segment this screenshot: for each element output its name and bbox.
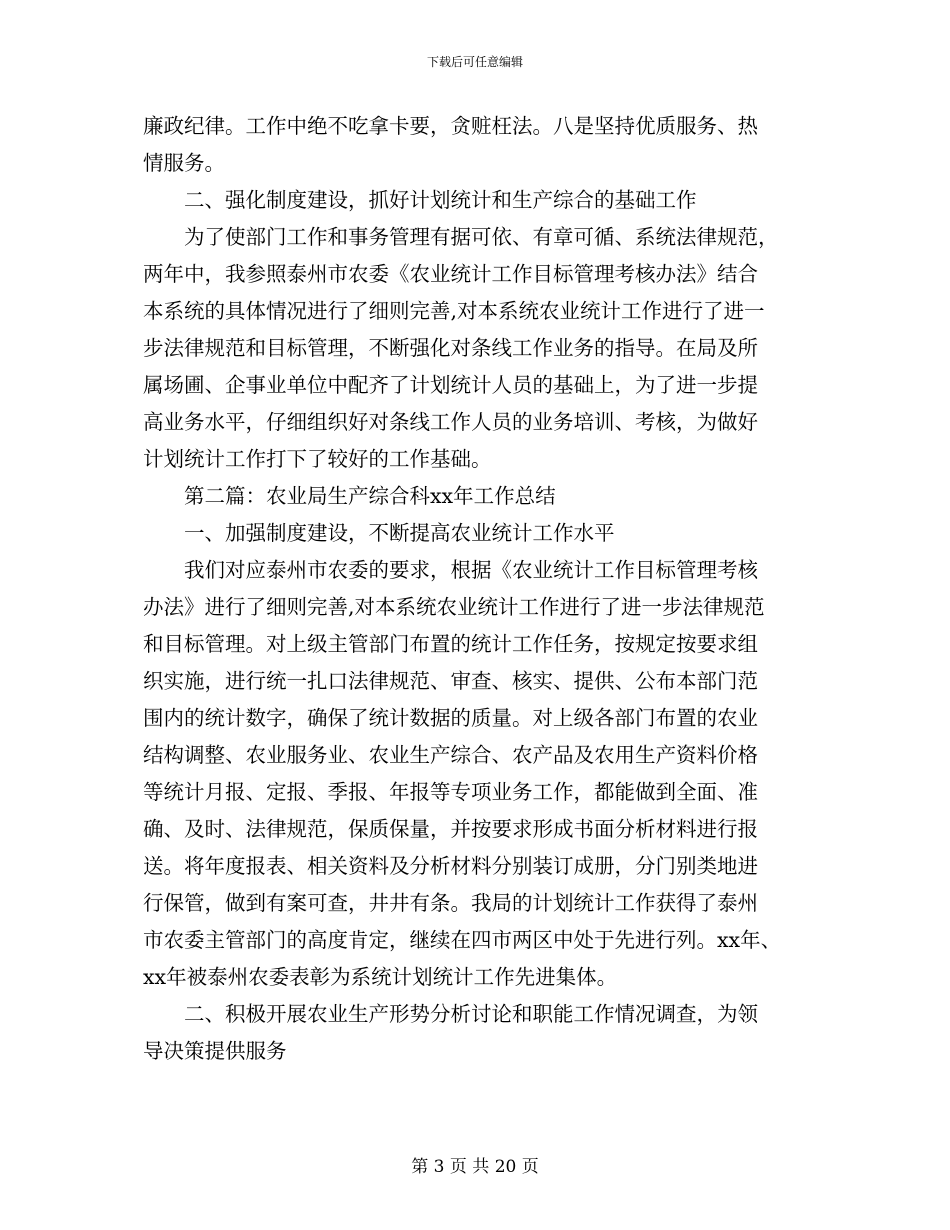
text-line: 本系统的具体情况进行了细则完善,对本系统农业统计工作进行了进一 — [143, 299, 765, 323]
section-heading: 二、强化制度建设，抓好计划统计和生产综合的基础工作 — [143, 188, 697, 212]
text-line: 步法律规范和目标管理，不断强化对条线工作业务的指导。在局及所 — [143, 336, 758, 360]
page-number: 第 3 页 共 20 页 — [411, 1157, 539, 1177]
text-line: 两年中，我参照泰州市农委《农业统计工作目标管理考核办法》结合 — [143, 262, 758, 286]
text-line: 属场圃、企事业单位中配齐了计划统计人员的基础上，为了进一步提 — [143, 373, 758, 397]
text-line: 我们对应泰州市农委的要求，根据《农业统计工作目标管理考核 — [143, 558, 758, 582]
document-body — [143, 108, 809, 1070]
section-heading: 二、积极开展农业生产形势分析讨论和职能工作情况调查，为领 — [143, 1002, 758, 1026]
text-line: 行保管，做到有案可查，井井有条。我局的计划统计工作获得了泰州 — [143, 891, 758, 915]
text-line: 导决策提供服务 — [143, 1039, 287, 1063]
text-line: xx年被泰州农委表彰为系统计划统计工作先进集体。 — [143, 965, 618, 989]
text-line: 为了使部门工作和事务管理有据可依、有章可循、系统法律规范， — [143, 225, 779, 249]
text-line: 高业务水平，仔细组织好对条线工作人员的业务培训、考核，为做好 — [143, 410, 758, 434]
text-line: 送。将年度报表、相关资料及分析材料分别装订成册，分门别类地进 — [143, 854, 758, 878]
text-line: 结构调整、农业服务业、农业生产综合、农产品及农用生产资料价格 — [143, 743, 758, 767]
page-header-note: 下载后可任意编辑 — [426, 55, 523, 69]
text-line: 织实施，进行统一扎口法律规范、审查、核实、提供、公布本部门范 — [143, 669, 758, 693]
text-line: 围内的统计数字，确保了统计数据的质量。对上级各部门布置的农业 — [143, 706, 758, 730]
text-line: 和目标管理。对上级主管部门布置的统计工作任务，按规定按要求组 — [143, 632, 758, 656]
text-line: 等统计月报、定报、季报、年报等专项业务工作，都能做到全面、准 — [143, 780, 758, 804]
text-line: 市农委主管部门的高度肯定，继续在四市两区中处于先进行列。xx年、 — [143, 928, 782, 952]
section-heading: 一、加强制度建设，不断提高农业统计工作水平 — [143, 521, 615, 545]
text-line: 计划统计工作打下了较好的工作基础。 — [143, 447, 492, 471]
text-line: 确、及时、法律规范，保质保量，并按要求形成书面分析材料进行报 — [143, 817, 758, 841]
text-line: 廉政纪律。工作中绝不吃拿卡要，贪赃枉法。八是坚持优质服务、热 — [143, 114, 758, 138]
text-line: 情服务。 — [143, 151, 225, 175]
text-line: 办法》进行了细则完善,对本系统农业统计工作进行了进一步法律规范 — [143, 595, 765, 619]
chapter-title: 第二篇：农业局生产综合科xx年工作总结 — [143, 484, 556, 508]
